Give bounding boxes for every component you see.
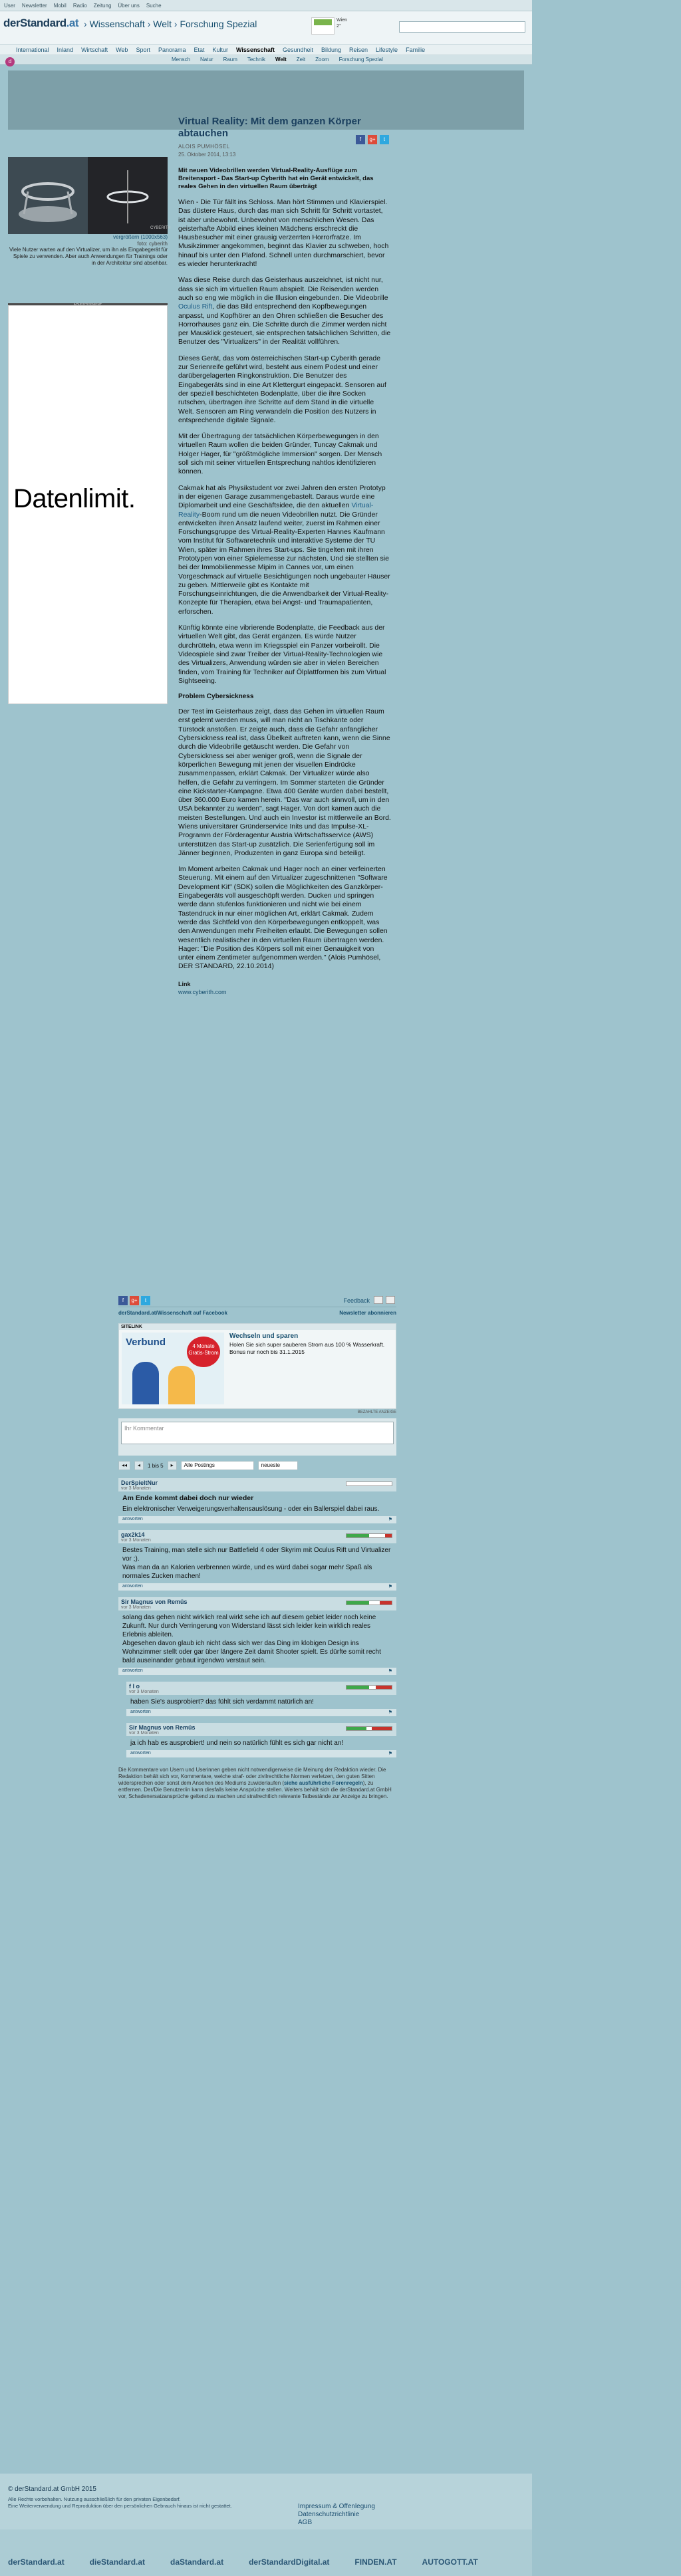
comment-rating-bar[interactable] xyxy=(346,1685,392,1690)
article xyxy=(178,116,391,995)
sitelink-label: SITELINK xyxy=(119,1324,396,1330)
article-date: 25. Oktober 2014, 13:13 xyxy=(178,152,236,158)
comment xyxy=(118,1530,396,1591)
reply-link[interactable]: antworten xyxy=(122,1584,143,1589)
cloud-icon xyxy=(314,19,332,25)
comment-header xyxy=(126,1682,396,1695)
subnav-item-technik[interactable]: Technik xyxy=(247,57,266,63)
virtualizer-photo-icon xyxy=(8,157,171,234)
sort-select[interactable]: neueste xyxy=(258,1461,298,1470)
agb-link[interactable]: AGB xyxy=(298,2519,313,2526)
comment-body xyxy=(118,1610,396,1668)
brand-link[interactable]: derStandardDigital.at xyxy=(249,2557,330,2567)
site-header xyxy=(0,11,532,45)
rating-positive xyxy=(346,1601,369,1605)
comment-time: vor 3 Monaten xyxy=(121,1538,151,1543)
comment-text: Ein elektronischer Verweigerungsverhaltensauslösung - oder ein Ballerspiel dabei raus. xyxy=(122,1505,380,1513)
privacy-link[interactable]: Datenschutzrichtlinie xyxy=(298,2511,360,2518)
cyberith-link[interactable]: www.cyberith.com xyxy=(178,988,227,995)
reply-link[interactable]: antworten xyxy=(130,1751,151,1755)
report-icon[interactable]: ⚑ xyxy=(388,1585,392,1589)
nav-item-panorama[interactable]: Panorama xyxy=(158,46,186,53)
topbar-link[interactable]: Zeitung xyxy=(93,2,112,9)
comment-footer xyxy=(118,1583,396,1591)
pager-prev-button[interactable]: ◂◂ xyxy=(118,1461,130,1470)
ad-headline: Datenlimit. xyxy=(13,484,136,513)
pager-next-button[interactable]: ▸ xyxy=(168,1461,177,1470)
newsletter-link[interactable]: Newsletter abonnieren xyxy=(339,1310,396,1316)
nav-item-web[interactable]: Web xyxy=(116,46,128,53)
comment-rating-bar[interactable] xyxy=(346,1481,392,1486)
brand-link[interactable]: AUTOGOTT.AT xyxy=(422,2557,478,2567)
comment-disclaimer xyxy=(118,1767,396,1800)
topbar-link[interactable]: Radio xyxy=(72,2,87,9)
brand-link[interactable]: daStandard.at xyxy=(170,2557,224,2567)
rating-negative xyxy=(380,1601,392,1605)
comment-time: vor 3 Monaten xyxy=(129,1690,159,1694)
comment-header xyxy=(118,1597,396,1610)
crumb-wissenschaft[interactable]: Wissenschaft xyxy=(89,19,145,29)
breadcrumb xyxy=(84,19,257,29)
sitelink-image[interactable] xyxy=(122,1333,224,1404)
comment-body xyxy=(118,1491,396,1516)
subnav-item-natur[interactable]: Natur xyxy=(200,57,213,63)
comment-body xyxy=(118,1543,396,1583)
comment xyxy=(126,1682,396,1716)
article-paragraph: Wien - Die Tür fällt ins Schloss. Man hört Stimmen und Klavierspiel. Das düstere Haus, durch das man sich Schritt für Schritt vortastet, ist aber unbewohnt. Unbewohnt von menschlichen Wesen. Das geisterhafte Abbild eines kleinen Mädchens erschreckt die Hausbesucher mit einer grausig verzerrten Horrorfratze. Im Musikzimmer angekommen, beginnt das Klavier zu schweben, hoch hinauf bis unter den Plafond. Schnell unten durchmarschiert, bevor es wieder herunterkracht! xyxy=(178,198,389,269)
main-nav xyxy=(0,45,532,55)
comment-footer xyxy=(118,1516,396,1523)
site-logo[interactable]: derStandard.at xyxy=(3,17,78,29)
brand-link[interactable]: derStandard.at xyxy=(8,2557,65,2567)
rating-positive xyxy=(346,1534,369,1537)
rating-negative xyxy=(372,1727,392,1730)
comment-footer xyxy=(126,1709,396,1716)
oculus-rift-link[interactable]: Oculus Rift xyxy=(178,303,213,311)
comment-user[interactable]: Sir Magnus von Remüs xyxy=(121,1599,188,1605)
facebook-icon[interactable]: f xyxy=(356,135,365,144)
feedback-link[interactable]: Feedback xyxy=(343,1297,370,1304)
sub-nav xyxy=(0,55,532,64)
nav-item-sport[interactable]: Sport xyxy=(136,46,150,53)
comment-text: ja ich hab es ausprobiert! und nein so natürlich fühlt es sich gar nicht an! xyxy=(130,1739,344,1747)
brand-links xyxy=(8,2557,478,2567)
nav-item-etat[interactable]: Etat xyxy=(194,46,205,53)
topbar-link[interactable]: Suche xyxy=(146,2,162,9)
pager-count: 1 bis 5 xyxy=(148,1462,164,1469)
comment-body xyxy=(126,1695,396,1709)
reply-link[interactable]: antworten xyxy=(130,1710,151,1714)
topbar-link[interactable]: Newsletter xyxy=(21,2,47,9)
comment-header xyxy=(118,1530,396,1543)
google-plus-icon[interactable]: g+ xyxy=(130,1296,139,1305)
comment-rating-bar[interactable] xyxy=(346,1601,392,1605)
topbar-link[interactable]: Mobil xyxy=(53,2,67,9)
nav-item-international[interactable]: International xyxy=(16,46,49,53)
subnav-item-raum[interactable]: Raum xyxy=(223,57,237,63)
topbar-link[interactable]: Über uns xyxy=(118,2,140,9)
comment xyxy=(118,1597,396,1675)
article-paragraph: Dieses Gerät, das vom österreichischen Start-up Cyberith gerade zur Serienreife geführt wird, besteht aus einem Podest und einer darübergelagerten Ringkonstruktion. Die Benutzer des Eingabegeräts sind in eine Art Klettergurt eingepackt. Sensoren auf der speziell beschichteten Bodenplatte, über die ihre Socken rutschen, übertragen ihre Schritte auf dem Stand in die virtuelle Welt. Sensoren am Ring verwandeln die Position des Nutzers in entsprechende digitale Signale. xyxy=(178,354,386,424)
topbar-link[interactable]: User xyxy=(4,2,15,9)
nav-item-gesundheit[interactable]: Gesundheit xyxy=(282,46,313,53)
promo-badge: 4 Monate Gratis-Strom xyxy=(187,1337,220,1367)
dst-logo-icon[interactable]: d xyxy=(5,57,15,66)
nav-item-wirtschaft[interactable]: Wirtschaft xyxy=(81,46,108,53)
subnav-item-welt[interactable]: Welt xyxy=(275,57,287,63)
email-icon[interactable] xyxy=(374,1296,383,1304)
crumb-separator-icon: › xyxy=(174,19,180,29)
article-author[interactable]: ALOIS PUMHÖSEL xyxy=(178,144,230,150)
weather-city: Wien xyxy=(337,18,347,23)
comment-time: vor 3 Monaten xyxy=(121,1605,151,1610)
verbund-logo: Verbund xyxy=(126,1337,166,1348)
nav-item-inland[interactable]: Inland xyxy=(57,46,74,53)
nav-item-familie[interactable]: Familie xyxy=(406,46,426,53)
comment-rating-bar[interactable] xyxy=(346,1726,392,1731)
weather-ad-box[interactable] xyxy=(311,17,335,35)
nav-item-wissenschaft[interactable]: Wissenschaft xyxy=(236,46,275,53)
paid-ad-label: BEZAHLTE ANZEIGE xyxy=(357,1410,396,1414)
comment xyxy=(126,1723,396,1757)
comment-list xyxy=(118,1478,396,1757)
forum-rules-link[interactable]: siehe ausführliche Forenregeln xyxy=(284,1780,363,1786)
comment-title: Am Ende kommt dabei doch nur wieder xyxy=(122,1494,254,1502)
nav-item-lifestyle[interactable]: Lifestyle xyxy=(376,46,398,53)
nav-item-bildung[interactable]: Bildung xyxy=(321,46,342,53)
nav-item-kultur[interactable]: Kultur xyxy=(212,46,229,53)
facebook-page-link[interactable]: derStandard.at/Wissenschaft auf Facebook xyxy=(118,1310,227,1316)
comment-text: solang das gehen nicht wirklich real wirkt sehe ich auf diesem gebiet leider noch keine Zukunft. Nur durch Verringerung von Widerstand lässt sich leider kein wirklich reales Erlebnis ableiten. Abgesehen davon glaub ich nicht dass sich wer das Ding im klobigen Design ins Wohnzimmer stellt oder gar über längere Zeit damit Shooter spielt. Es dürfte somit recht bald auseinander gebaut irgendwo verstaut sein. xyxy=(122,1614,381,1664)
report-icon[interactable]: ⚑ xyxy=(388,1669,392,1674)
footer xyxy=(0,2474,532,2529)
weather-widget[interactable] xyxy=(311,17,347,39)
disclaimer-text: ), zu entfernen. Der/Die Benutzer/in kann diesfalls keine Ansprüche stellen. Weiters behält sich die derStandard.at GmbH vor, Schadenersatzansprüche geltend zu machen und strafrechtlich relevante Tatbestände zur Anzeige zu bringen. xyxy=(118,1780,392,1799)
subnav-item-zoom[interactable]: Zoom xyxy=(315,57,329,63)
disclaimer-text: Die Kommentare von Usern und Userinnen geben nicht notwendigerweise die Meinung der Redaktion wieder. Die Redaktion behält sich vor, Kommentare, welche straf- oder zivilrechtliche Normen verletzen, den guten Sitten widersprechen oder sonst dem Ansehen des Mediums zuwiderlaufen ( xyxy=(118,1767,386,1786)
brand-link[interactable]: dieStandard.at xyxy=(89,2557,146,2567)
article-paragraph: Mit der Übertragung der tatsächlichen Körperbewegungen in den virtuellen Raum wollen die beiden Gründer, Tuncay Cakmak und Holger Hager, für "größtmögliche Immersion" sorgen. Der Mensch soll sich mit seiner virtuellen Entsprechung nahtlos identifizieren können. xyxy=(178,432,382,476)
comment-pager xyxy=(118,1460,396,1472)
figure-caption: Viele Nutzer warten auf den Virtualizer, um ihn als Eingabegerät für Spiele zu verwenden. Aber auch Anwendungen für Trainings oder in der Architektur sind absehbar. xyxy=(9,247,168,266)
comment-footer xyxy=(126,1750,396,1757)
reply-link[interactable]: antworten xyxy=(122,1668,143,1673)
paragraph-text: -Boom rund um die neuen Videobrillen nutzt. Die Gründer entwickelten ihren Ansatz laufend weiter, zuerst im Rahmen einer Forschungsgruppe des Virtual-Reality-Experten Hannes Kaufmann vom Institut für Softwaretechnik und interaktive Systeme der TU Wien, später im Rahmen ihres Start-ups. Sie tingelten mit ihren Prototypen von einer Spielemesse zur nächsten. Und sie stellten sie bei der Immobilienmesse Mipim in Cannes vor, um einen Vorgeschmack auf virtuelle Besichtigungen noch ungebauter Häuser zu geben. Mittlerweile gibt es Kontakte mit Forschungseinrichtungen, die die Anwendbarkeit der Virtual-Reality-Konzepte für Therapien, etwa bei Angst- und Traumapatienten, erforschen. xyxy=(178,510,390,616)
crumb-separator-icon: › xyxy=(84,19,90,29)
print-icon[interactable] xyxy=(386,1296,395,1304)
article-subheading: Problem Cybersickness xyxy=(178,693,254,701)
report-icon[interactable]: ⚑ xyxy=(388,1517,392,1522)
paragraph-text: Cakmak hat als Physikstudent vor zwei Jahren den ersten Prototyp in der eigenen Garage zusammengebastelt. Daraus wurde eine Diplomarbeit und eine Geschäftsidee, die den aktuellen xyxy=(178,483,386,510)
search-input[interactable] xyxy=(399,21,525,33)
footer-legal-links xyxy=(298,2503,375,2527)
article-paragraph: Der Test im Geisterhaus zeigt, dass das Gehen im virtuellen Raum erst gelernt werden muss, will man nicht an Tischkante oder Türstock anstoßen. Er zeigte auch, dass die Gefahr anfänglicher Cybersickness real ist, dass Übelkeit auftreten kann, wenn die Sinne durch die Videobrille getäuscht werden. Die Gefahr von Cybersickness sei aber weniger groß, wenn die Signale der körperlichen Bewegung mit jenen der visuellen Eindrücke zusammenpassen, erklärt Cakmak. Der Virtualizer würde also helfen, die Gefahr zu verringern. Im Sommer starteten die Gründer eine Kickstarter-Kampagne. Etwa 400 Geräte wurden dabei bestellt, über 360.000 Euro kamen herein. "Das war auch sinnvoll, um in den USA bekannter zu werden", sagt Hager. Von dort kamen auch die meisten Bestellungen. Und auch ein Investor ist mittlerweile an Bord. Wiens universitärer Gründerservice Inits und das Impulse-XL-Programm der Förderagentur Austria Wirtschaftsservice (AWS) unterstützen das Start-up zusätzlich. Die Serienfertigung soll im Jänner beginnen, Produzenten in ganz Europa sind beteiligt. xyxy=(178,708,391,857)
twitter-icon[interactable]: t xyxy=(141,1296,150,1305)
image-credit: foto: cyberith xyxy=(137,241,168,247)
comment-user[interactable]: gax2k14 xyxy=(121,1531,145,1538)
google-plus-icon[interactable]: g+ xyxy=(368,135,377,144)
rating-positive xyxy=(346,1686,369,1689)
footer-copyright: © derStandard.at GmbH 2015 xyxy=(8,2486,96,2493)
comment-time: vor 3 Monaten xyxy=(121,1486,151,1491)
sitelink-ad[interactable] xyxy=(118,1323,396,1409)
subnav-item-mensch[interactable]: Mensch xyxy=(172,57,191,63)
posting-filter-select[interactable]: Alle Postings xyxy=(181,1461,254,1470)
link-heading: Link xyxy=(178,980,191,987)
article-paragraph xyxy=(178,484,391,616)
paragraph-text: , die das Bild entsprechend den Kopfbewegungen anpasst, und Kopfhörer an den Ohren schließen die Besucher des Horrorhauses ganz ein. Die Schritte durch die Zimmer werden nicht per Mausklick gesteuert, sie entsprechen tatsächlichen Schritten, die Benutzer des "Virtualizers" in der Realität vollführen. xyxy=(178,303,391,346)
facebook-icon[interactable]: f xyxy=(118,1296,128,1305)
sitelink-headline[interactable]: Wechseln und sparen xyxy=(229,1333,299,1340)
footer-brands xyxy=(0,2529,532,2576)
subnav-item-zeit[interactable]: Zeit xyxy=(296,57,306,63)
article-lead: Mit neuen Videobrillen werden Virtual-Reality-Ausflüge zum Breitensport - Das Start-up Cyberith hat ein Gerät entwickelt, das reales Gehen in den virtuellen Raum überträgt xyxy=(178,167,374,190)
article-paragraph: Künftig könnte eine vibrierende Bodenplatte, die Feedback aus der virtuellen Welt gibt, das Gerät ergänzen. Es würde Nutzer durchrütteln, etwa wenn im Kriegsspiel ein Panzer vorbeirollt. Die Videospiele sind zwar Treiber der Virtual-Reality-Technologien wie des Virtualizers, Anwendung würden sie aber in vielen Bereichen finden, vom Training für Techniker auf Ölplattformen bis zum Virtual Sightseeing. xyxy=(178,624,386,685)
share-strip xyxy=(118,1295,396,1318)
comment-user[interactable]: Sir Magnus von Remüs xyxy=(129,1724,196,1731)
weather-temp: 2° xyxy=(337,24,341,29)
subnav-item-forschung-spezial[interactable]: Forschung Spezial xyxy=(339,57,383,63)
imprint-link[interactable]: Impressum & Offenlegung xyxy=(298,2503,375,2510)
crumb-separator-icon: › xyxy=(147,19,154,29)
rating-negative xyxy=(385,1534,392,1537)
comment-rating-bar[interactable] xyxy=(346,1533,392,1538)
rating-negative xyxy=(376,1686,392,1689)
comment-time: vor 3 Monaten xyxy=(129,1731,159,1736)
reply-link[interactable]: antworten xyxy=(122,1517,143,1521)
article-title: Virtual Reality: Mit dem ganzen Körper abtauchen xyxy=(178,116,361,139)
comment-header xyxy=(126,1723,396,1736)
article-image[interactable] xyxy=(8,157,171,234)
comment-text: haben Sie's ausprobiert? das fühlt sich verdammt natürlich an! xyxy=(130,1698,314,1706)
comment-form xyxy=(118,1418,396,1456)
person-icon xyxy=(168,1366,195,1404)
paragraph-text: Was diese Reise durch das Geisterhaus auszeichnet, ist nicht nur, dass sie sich im virtuellen Raum abspielt. Die Reisenden werden auch so eng wie möglich in die Illusion eingebunden. Die Videobrille xyxy=(178,276,388,302)
pager-back-button[interactable]: ◂ xyxy=(134,1461,144,1470)
article-paragraph xyxy=(178,276,391,346)
twitter-icon[interactable]: t xyxy=(380,135,389,144)
comment-input[interactable]: Ihr Kommentar xyxy=(121,1422,394,1444)
enlarge-image-link[interactable]: vergrößern (1000x563) xyxy=(113,234,168,240)
lower-area xyxy=(118,1323,396,1800)
comment-text: Bestes Training, man stelle sich nur Battlefield 4 oder Skyrim mit Oculus Rift und Virtualizer vor ;). Was man da an Kalorien verbrennen würde, und es würd dabei sogar mehr Spaß als normales Zucken machen! xyxy=(122,1547,391,1580)
figure-meta xyxy=(8,234,168,247)
svg-text:CYBERITH: CYBERITH xyxy=(150,226,171,230)
footer-rights: Alle Rechte vorbehalten. Nutzung ausschließlich für den privaten Eigenbedarf. Eine Weiterverwendung und Reproduktion über den persönlichen Gebrauch hinaus ist nicht gestattet. xyxy=(8,2496,232,2509)
person-icon xyxy=(132,1362,159,1404)
article-paragraph: Im Moment arbeiten Cakmak und Hager noch an einer verfeinerten Steuerung. Mit einem auf den Virtualizer zugeschnittenen "Software Development Kit" (SDK) sollen die Möglichkeiten des Ganzkörper-Eingabegeräts voll ausgeschöpft werden. Ducken und springen werde dann stufenlos funktionieren und nicht wie bei einem Tastendruck in nur einer möglichen Art, erklärt Cakmak. Zudem werde das Sichtfeld von den Körperbewegungen entkoppelt, was den Anwendungen mehr Freiheiten erlaubt. Die Bewegungen sollen wesentlich realistischer in den virtuellen Raum übertragen werden. Hager: "Die Position des Körpers soll mit einer Genauigkeit von unter einem Zentimeter aufgenommen werden." (Alois Pumhösel, DER STANDARD, 22.10.2014) xyxy=(178,865,388,971)
comment xyxy=(118,1478,396,1523)
comment-user[interactable]: f l o xyxy=(129,1683,140,1690)
top-bar xyxy=(0,0,532,11)
sitelink-text: Holen Sie sich super sauberen Strom aus 100 % Wasserkraft. Bonus nur noch bis 31.1.2015 xyxy=(229,1341,385,1355)
nav-item-reisen[interactable]: Reisen xyxy=(349,46,368,53)
crumb-welt[interactable]: Welt xyxy=(153,19,172,29)
virtual-reality-link[interactable]: Virtual-Reality xyxy=(178,501,374,519)
crumb-forschung[interactable]: Forschung Spezial xyxy=(180,19,257,29)
comment-header xyxy=(118,1478,396,1491)
rating-positive xyxy=(346,1727,366,1730)
brand-link[interactable]: FINDEN.AT xyxy=(354,2557,397,2567)
report-icon[interactable]: ⚑ xyxy=(388,1751,392,1756)
report-icon[interactable]: ⚑ xyxy=(388,1710,392,1715)
comment-footer xyxy=(118,1668,396,1675)
comment-body xyxy=(126,1736,396,1750)
comment-user[interactable]: DerSpieltNur xyxy=(121,1480,158,1486)
